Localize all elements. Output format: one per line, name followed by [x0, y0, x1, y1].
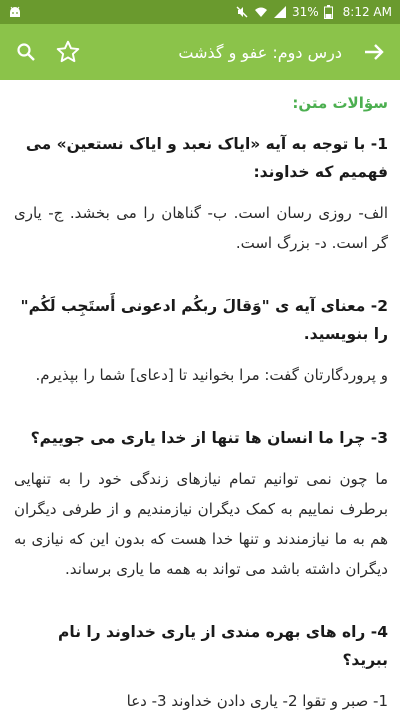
wifi-icon — [254, 5, 268, 19]
mute-icon — [235, 5, 249, 19]
section-heading: سؤالات متن: — [292, 94, 388, 112]
question-text: 1- با توجه به آیه «ایاک نعبد و ایاک نستعین» می فهمیم که خداوند: — [25, 135, 388, 181]
page-title: درس دوم: عفو و گذشت — [178, 42, 342, 62]
question-text: 4- راه های بهره مندی از یاری خداوند را نام ببرید؟ — [58, 623, 388, 669]
battery-icon — [324, 5, 338, 19]
android-notification-icon — [8, 6, 22, 18]
app-bar-actions — [12, 38, 82, 66]
status-right — [235, 5, 392, 19]
star-icon[interactable] — [54, 38, 82, 66]
search-icon[interactable] — [12, 38, 40, 66]
qa-item-1 — [14, 130, 388, 258]
lesson-content[interactable] — [0, 80, 400, 711]
battery-percent: 31% — [292, 5, 319, 19]
answer-text: 1- صبر و تقوا 2- یاری دادن خداوند 3- دعا — [126, 692, 388, 710]
question-text: 2- معنای آیه ی "وَقالَ ربکُم ادعونی أَستَجِب لَکُم" را بنویسید. — [20, 297, 388, 343]
clock: 8:12 AM — [342, 5, 392, 19]
answer-text: و پروردگارتان گفت: مرا بخوانید تا [دعای] شما را بپذیرم. — [35, 366, 388, 384]
app-bar — [0, 24, 400, 80]
status-left — [8, 6, 22, 18]
app-bar-title-group — [178, 38, 388, 66]
qa-item-3 — [14, 424, 388, 584]
answer-text: ما چون نمی توانیم تمام نیازهای زندگی خود را به تنهایی برطرف نماییم به کمک دیگران نیازمندیم و از طرفی دیگران هم به ما نیازمندند و تنها خدا هست که بدون این که نیازی به دیگران داشته باشد می تواند به همه ما یاری برساند. — [14, 470, 388, 578]
qa-item-4 — [14, 618, 388, 711]
back-arrow-icon[interactable] — [360, 38, 388, 66]
question-text: 3- چرا ما انسان ها تنها از خدا یاری می جوییم؟ — [30, 429, 388, 447]
status-bar — [0, 0, 400, 24]
answer-text: الف- روزی رسان است. ب- گناهان را می بخشد. ج- یاری گر است. د- بزرگ است. — [14, 204, 388, 252]
signal-icon — [273, 5, 287, 19]
qa-item-2 — [14, 292, 388, 390]
